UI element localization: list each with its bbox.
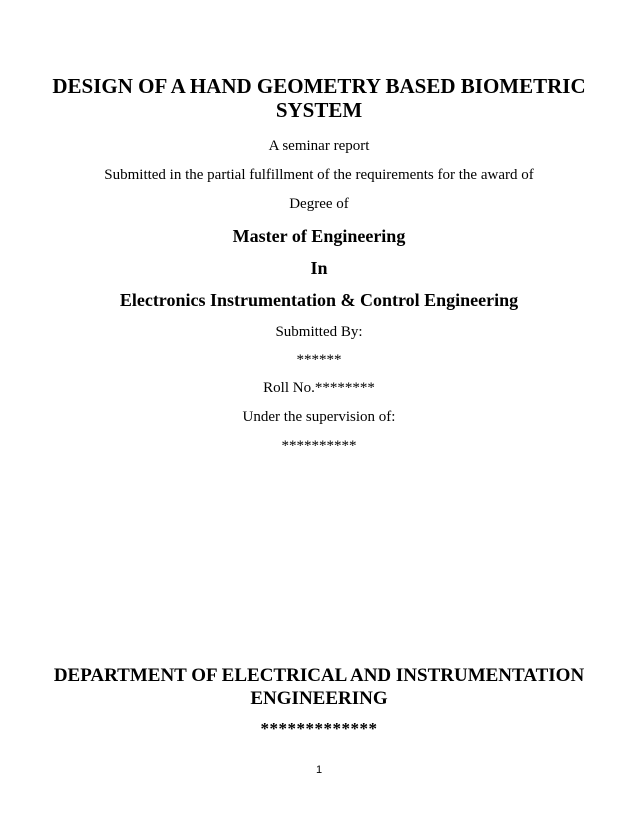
page-number: 1 xyxy=(315,764,323,776)
title-line-2: SYSTEM xyxy=(275,98,363,122)
supervision-label: Under the supervision of: xyxy=(242,409,396,425)
specialization: Electronics Instrumentation & Control Engineering xyxy=(119,290,519,310)
title-line-1: DESIGN OF A HAND GEOMETRY BASED BIOMETRIC xyxy=(52,74,586,98)
report-type: A seminar report xyxy=(268,138,370,154)
submission-statement: Submitted in the partial fulfillment of the requirements for the award of xyxy=(104,167,534,183)
student-name: ****** xyxy=(296,352,342,368)
in-label: In xyxy=(310,258,328,278)
department-line-1: DEPARTMENT OF ELECTRICAL AND INSTRUMENTATION xyxy=(53,665,585,686)
department-line-2: ENGINEERING xyxy=(250,688,388,709)
roll-number: Roll No.******** xyxy=(263,380,375,396)
supervisor-name: ********** xyxy=(281,438,357,454)
submitted-by-label: Submitted By: xyxy=(275,324,363,340)
institution-name: ************* xyxy=(260,719,378,738)
degree-of-label: Degree of xyxy=(289,196,349,212)
degree-name: Master of Engineering xyxy=(232,226,406,246)
